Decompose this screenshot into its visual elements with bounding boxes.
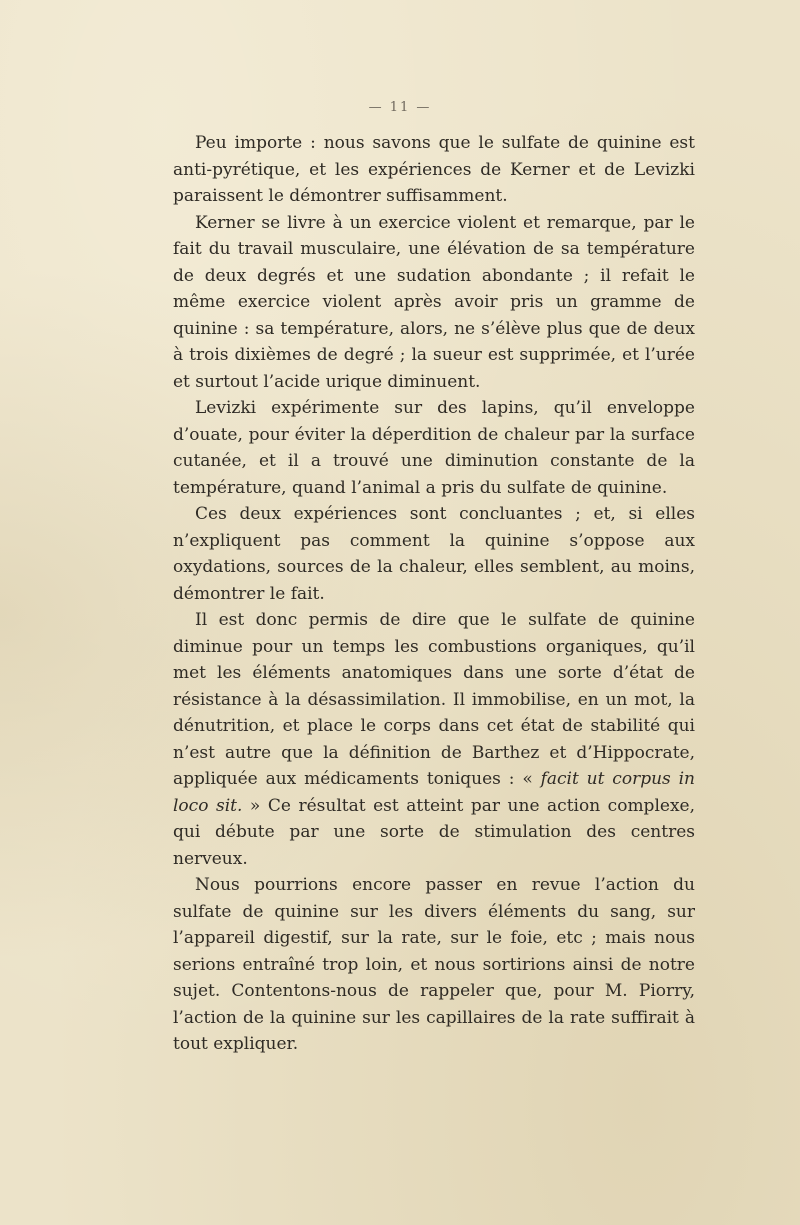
body-text [173, 130, 695, 1058]
latin-quotation: facit ut corpus in loco sit. [173, 769, 695, 816]
paragraph-quinine-antipyretic: Peu importe : nous savons que le sulfate de quinine est anti-pyrétique, et les expériences de Kerner et de Levizki paraissent le démontrer suffisamment. [173, 133, 695, 206]
paragraph-text-before-quote: Il est donc permis de dire que le sulfate de quinine diminue pour un temps les combustions organiques, qu’il met les éléments anatomiques dans une sorte d’état de résistance à la désassimilation. Il immobilise, en un mot, la dénutrition, et place le corps dans cet état de stabilité qui n’est autre que la définition de Barthez et d’Hippocrate, appliquée aux médicaments toniques : « [173, 610, 695, 789]
paragraph-text-after-quote: » Ce résultat est atteint par une action complexe, qui débute par une sorte de stimulation des centres nerveux. [173, 795, 695, 869]
paragraph-levizki-experiment: Levizki expérimente sur des lapins, qu’il enveloppe d’ouate, pour éviter la déperdition de chaleur par la surface cutanée, et il a trouvé une diminution constante de la température, quand l’animal a pris du sulfate de quinine. [173, 398, 695, 498]
paragraph-piorry-spleen: Nous pourrions encore passer en revue l’action du sulfate de quinine sur les divers éléments du sang, sur l’appareil digestif, sur la rate, sur le foie, etc ; mais nous serions entraîné trop loin, et nous sortirions ainsi de notre sujet. Contentons-nous de rappeler que, pour M. Piorry, l’action de la quinine sur les capillaires de la rate suffirait à tout expliquer. [173, 875, 695, 1054]
paragraph-combustion-conclusion [173, 607, 695, 872]
paragraph-conclusive-experiments: Ces deux expériences sont concluantes ; et, si elles n’expliquent pas comment la quinine s’oppose aux oxydations, sources de la chaleur, elles semblent, au moins, démontrer le fait. [173, 504, 695, 604]
page-number: — 11 — [368, 100, 432, 115]
paragraph-kerner-experiment: Kerner se livre à un exercice violent et remarque, par le fait du travail musculaire, une élévation de sa température de deux degrés et une sudation abondante ; il refait le même exercice violent après avoir pris un gramme de quinine : sa température, alors, ne s’élève plus que de deux à trois dixièmes de degré ; la sueur est supprimée, et l’urée et surtout l’acide urique diminuent. [173, 212, 695, 392]
